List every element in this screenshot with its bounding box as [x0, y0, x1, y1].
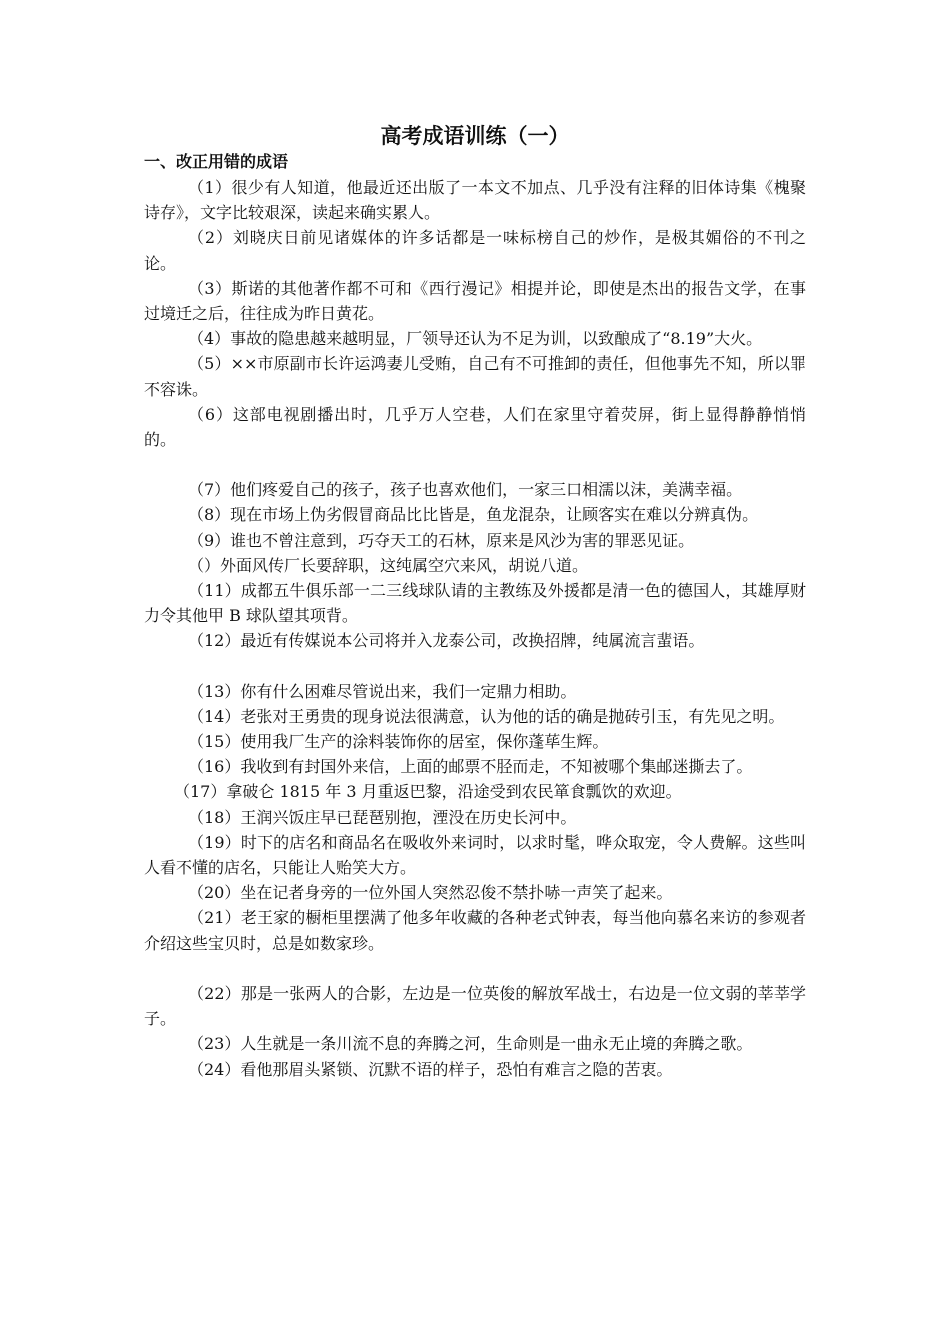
exercise-item: （16）我收到有封国外来信，上面的邮票不胫而走，不知被哪个集邮迷撕去了。 [188, 757, 753, 777]
section-heading: 一、改正用错的成语 [144, 152, 289, 171]
exercise-item: （21）老王家的橱柜里摆满了他多年收藏的各种老式钟表，每当他向慕名来访的参观者介绍这些宝贝时，总是如数家珍。 [144, 908, 806, 953]
exercise-item: （15）使用我厂生产的涂料装饰你的居室，保你蓬荜生辉。 [188, 732, 609, 752]
exercise-item: （14）老张对王勇贵的现身说法很满意，认为他的话的确是抛砖引玉，有先见之明。 [188, 706, 785, 726]
exercise-item: （8）现在市场上伪劣假冒商品比比皆是，鱼龙混杂，让顾客实在难以分辨真伪。 [188, 505, 759, 525]
exercise-item: （6）这部电视剧播出时，几乎万人空巷，人们在家里守着荧屏，街上显得静静悄悄的。 [144, 404, 806, 450]
exercise-item: （13）你有什么困难尽管说出来，我们一定鼎力相助。 [188, 681, 577, 701]
exercise-item: （2）刘晓庆日前见诸媒体的许多话都是一味标榜自己的炒作，是极其媚俗的不刊之论。 [144, 228, 806, 273]
exercise-item: （18）王润兴饭庄早已琵琶别抱，湮没在历史长河中。 [188, 807, 577, 827]
exercise-item: （20）坐在记者身旁的一位外国人突然忍俊不禁扑哧一声笑了起来。 [188, 883, 673, 903]
exercise-item: （17）拿破仑 1815 年 3 月重返巴黎，沿途受到农民箪食瓢饮的欢迎。 [174, 782, 682, 802]
exercise-item: （1）很少有人知道，他最近还出版了一本文不加点、几乎没有注释的旧体诗集《槐聚诗存》，文字比较艰深，读起来确实累人。 [144, 178, 806, 223]
exercise-item: （22）那是一张两人的合影，左边是一位英俊的解放军战士，右边是一位文弱的莘莘学子。 [144, 983, 806, 1029]
exercise-item: （）外面风传厂长要辞职，这纯属空穴来风，胡说八道。 [188, 555, 589, 575]
exercise-item: （4）事故的隐患越来越明显，厂领导还认为不足为训，以致酿成了“8.19”大火。 [188, 329, 763, 349]
exercise-item: （24）看他那眉头紧锁、沉默不语的样子，恐怕有难言之隐的苦衷。 [188, 1059, 673, 1079]
document-title: 高考成语训练（一） [380, 124, 570, 148]
exercise-list [144, 175, 806, 1082]
exercise-item: （9）谁也不曾注意到，巧夺天工的石林，原来是风沙为害的罪恶见证。 [188, 530, 695, 550]
exercise-item: （19）时下的店名和商品名在吸收外来词时，以求时髦，哗众取宠，令人费解。这些叫人看不懂的店名，只能让人贻笑大方。 [144, 832, 806, 878]
exercise-item: （23）人生就是一条川流不息的奔腾之河，生命则是一曲永无止境的奔腾之歌。 [188, 1034, 753, 1054]
exercise-item: （7）他们疼爱自己的孩子，孩子也喜欢他们，一家三口相濡以沫，美满幸福。 [188, 480, 743, 500]
exercise-item: （11）成都五牛俱乐部一二三线球队请的主教练及外援都是清一色的德国人，其雄厚财力令其他甲 B 球队望其项背。 [144, 581, 806, 626]
exercise-item: （5）××市原副市长许运鸿妻儿受贿，自己有不可推卸的责任，但他事先不知，所以罪不容诛。 [144, 354, 806, 399]
exercise-item: （3）斯诺的其他著作都不可和《西行漫记》相提并论，即使是杰出的报告文学，在事过境迁之后，往往成为昨日黄花。 [144, 278, 806, 324]
exercise-item: （12）最近有传媒说本公司将并入龙泰公司，改换招牌，纯属流言蜚语。 [188, 631, 705, 651]
